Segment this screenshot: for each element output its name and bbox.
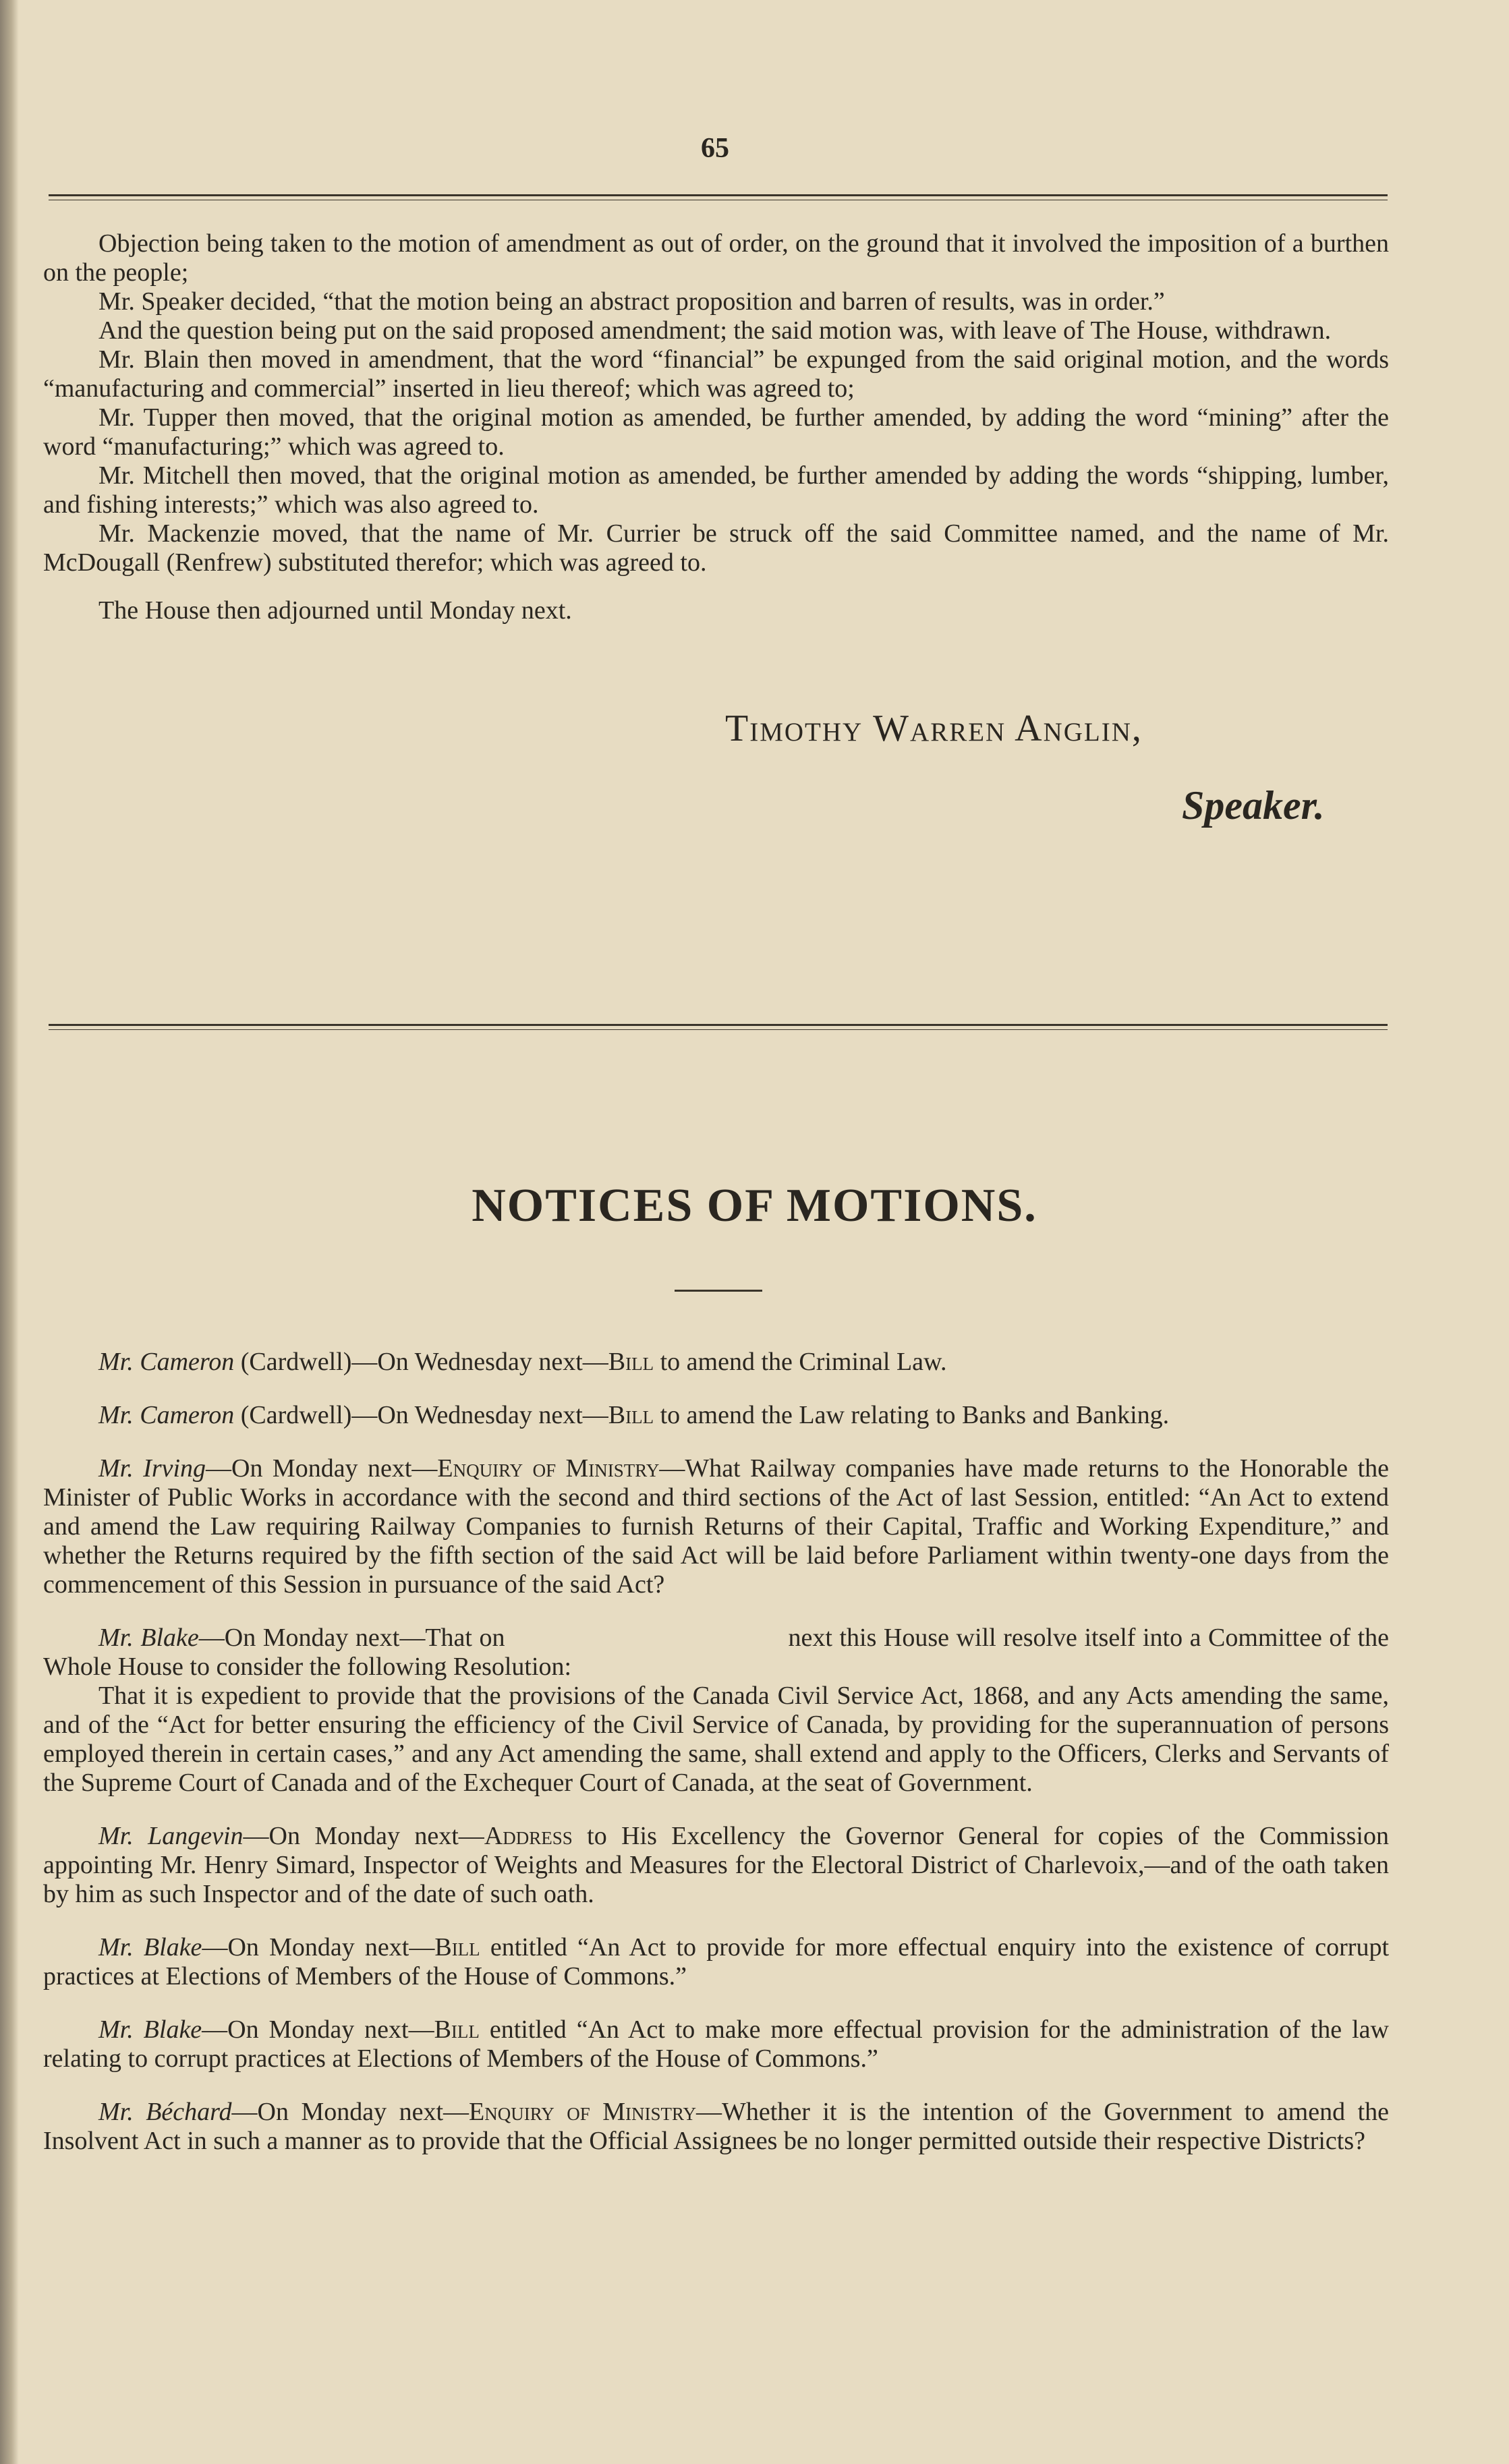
notice-text: to amend the Law relating to Banks and Banking. (654, 1401, 1170, 1429)
notice-text: —Whether it is the intention of the Government to amend the Insolvent Act in such a manner as to provide that the Official Assignees be no longer permitted outside their respective Districts? (43, 2098, 1389, 2155)
notice-kind: Bill (434, 2015, 480, 2044)
notice-mover: Mr. Blake (98, 1933, 202, 1961)
notices-heading: NOTICES OF MOTIONS. (472, 1180, 1037, 1232)
notice-mover: Mr. Cameron (98, 1348, 235, 1376)
proceedings-block (43, 229, 1389, 625)
proceedings-paragraph: Mr. Tupper then moved, that the original motion as amended, be further amended, by adding the word “mining” after the word “manufacturing;” which was agreed to. (43, 403, 1389, 461)
notice-mover: Mr. Irving (98, 1454, 206, 1483)
notice-mover: Mr. Blake (98, 1624, 199, 1652)
proceedings-paragraph: Mr. Blain then moved in amendment, that the word “financial” be expunged from the said original motion, and the words “manufacturing and commercial” inserted in lieu thereof; which was agreed to; (43, 345, 1389, 403)
proceedings-paragraph: Mr. Mackenzie moved, that the name of Mr. Currier be struck off the said Committee named, and the name of Mr. McDougall (Renfrew) substituted therefor; which was agreed to. (43, 519, 1389, 577)
notice-mover: Mr. Cameron (98, 1401, 235, 1429)
notice-text: entitled “An Act to make more effectual provision for the administration of the law relating to corrupt practices at Elections of Members of the House of Commons.” (43, 2015, 1389, 2073)
notice-text: to amend the Criminal Law. (654, 1348, 947, 1376)
notice-paragraph (43, 2015, 1389, 2073)
notices-list (43, 1348, 1389, 2180)
notice-mover: Mr. Blake (98, 2015, 202, 2044)
notice-text: (Cardwell)—On Wednesday next— (234, 1348, 608, 1376)
proceedings-paragraph: Mr. Speaker decided, “that the motion being an abstract proposition and barren of results, was in order.” (98, 287, 1165, 316)
notice-text: —On Monday next— (202, 2015, 434, 2044)
notice-item (43, 2015, 1389, 2073)
notice-kind: Enquiry of Ministry (469, 2098, 697, 2126)
notice-text: —On Monday next— (202, 1933, 435, 1961)
notice-item (43, 1454, 1389, 1599)
notice-paragraph (43, 1624, 1389, 1682)
heading-underline (675, 1290, 762, 1292)
notice-kind: Bill (434, 1933, 480, 1961)
speaker-name: Timothy Warren Anglin, (725, 708, 1143, 749)
notice-text: —On Monday next— (243, 1822, 484, 1850)
notice-item (43, 2098, 1389, 2156)
notice-kind: Bill (608, 1401, 654, 1429)
top-rule (49, 194, 1388, 200)
notice-item (43, 1401, 1389, 1430)
proceedings-paragraph: And the question being put on the said proposed amendment; the said motion was, with leave of The House, withdrawn. (98, 316, 1332, 345)
notice-paragraph (43, 1401, 1389, 1430)
notice-item (43, 1348, 1389, 1377)
notice-paragraph (43, 1348, 1389, 1377)
notice-text: next this House will resolve itself into a Committee of the Whole House to consider the following Resolution: (43, 1624, 1389, 1681)
notice-item (43, 1822, 1389, 1909)
notice-text: (Cardwell)—On Wednesday next— (234, 1401, 608, 1429)
notice-text: —On Monday next— (206, 1454, 438, 1483)
notice-kind: Bill (608, 1348, 654, 1376)
proceedings-paragraph: Mr. Mitchell then moved, that the original motion as amended, be further amended by adding the words “shipping, lumber, and fishing interests;” which was also agreed to. (43, 461, 1389, 519)
notice-paragraph (43, 1454, 1389, 1599)
notice-text: to His Excellency the Governor General for copies of the Commission appointing Mr. Henry Simard, Inspector of Weights and Measures for the Electoral District of Charlevoix,—and of the oath taken by him as such Inspector and of the date of such oath. (43, 1822, 1389, 1908)
notice-paragraph (43, 2098, 1389, 2156)
notice-kind: Enquiry of Ministry (437, 1454, 660, 1483)
speaker-title: Speaker. (1182, 783, 1325, 828)
notice-item (43, 1624, 1389, 1798)
notice-text: —On Monday next— (231, 2098, 469, 2126)
resolution-paragraph: That it is expedient to provide that the provisions of the Canada Civil Service Act, 1868, and any Acts amending the same, and of the “Act for better ensuring the efficiency of the Civil Service of Canada, by providing for the superannuation of persons employed therein in certain cases,” and any Act amending the same, shall extend and apply to the Officers, Clerks and Servants of the Supreme Court of Canada and of the Exchequer Court of Canada, at the seat of Government. (43, 1682, 1389, 1797)
notice-mover: Mr. Langevin (98, 1822, 244, 1850)
notice-text: —What Railway companies have made returns to the Honorable the Minister of Public Works in accordance with the second and third sections of the Act of last Session, entitled: “An Act to extend and amend the Law requiring Railway Companies to furnish Returns of their Capital, Traffic and Working Expenditure,” and whether the Returns required by the fifth section of the said Act will be laid before Parliament within twenty-one days from the commencement of this Session in pursuance of the said Act? (43, 1454, 1389, 1599)
proceedings-paragraph: Objection being taken to the motion of amendment as out of order, on the ground that it involved the imposition of a burthen on the people; (43, 229, 1389, 287)
notice-mover: Mr. Béchard (98, 2098, 232, 2126)
notice-text: —On Monday next—That on (198, 1624, 505, 1652)
notice-paragraph (43, 1933, 1389, 1991)
notice-text: entitled “An Act to provide for more effectual enquiry into the existence of corrupt practices at Elections of Members of the House of Commons.” (43, 1933, 1389, 1990)
adjournment-line: The House then adjourned until Monday next. (98, 596, 572, 625)
notice-item (43, 1933, 1389, 1991)
notice-kind: Address (484, 1822, 573, 1850)
section-divider-rule (49, 1024, 1388, 1030)
notice-paragraph (43, 1822, 1389, 1909)
page-number: 65 (701, 133, 729, 164)
